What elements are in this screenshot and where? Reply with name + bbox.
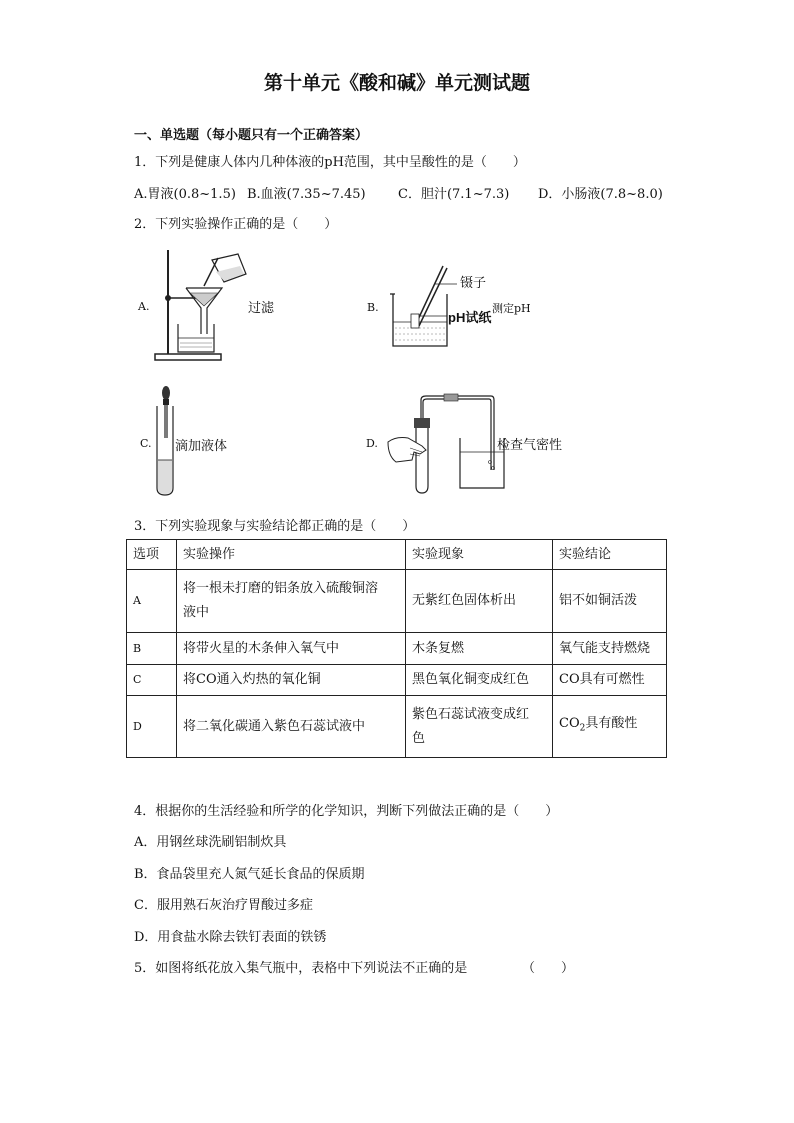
row-conclusion: 氧气能支持燃烧 <box>553 633 667 665</box>
co2-subscript: 2 <box>579 723 586 734</box>
ph-test-figure <box>385 262 455 352</box>
figure-b-caption: 测定pH <box>492 302 531 315</box>
row-phenomenon: 木条复燃 <box>406 633 553 665</box>
row-option: B <box>127 633 177 665</box>
airtightness-check-figure <box>386 390 506 496</box>
table-row <box>127 633 667 665</box>
row-operation: 将二氧化碳通入紫色石蕊试液中 <box>177 696 406 758</box>
question-1-option-c: C．胆汁(7.1~7.3) <box>398 187 510 202</box>
row-option: C <box>127 665 177 696</box>
question-3-table <box>126 539 667 758</box>
question-5-stem: 5．如图将纸花放入集气瓶中，表格中下列说法不正确的是 <box>134 961 468 976</box>
row-option: D <box>127 696 177 758</box>
row-conclusion: CO具有可燃性 <box>553 665 667 696</box>
question-5-answer-paren: （ ） <box>522 961 575 976</box>
row-phenomenon-line-2: 色 <box>412 730 426 746</box>
row-phenomenon-line-1: 紫色石蕊试液变成红 <box>412 706 530 722</box>
section-heading: 一、单选题（每小题只有一个正确答案） <box>134 128 369 143</box>
question-4-option-d: D．用食盐水除去铁钉表面的铁锈 <box>134 930 327 945</box>
question-4-stem: 4．根据你的生活经验和所学的化学知识，判断下列做法正确的是（ ） <box>134 804 559 819</box>
row-operation: 将CO通入灼热的氧化铜 <box>177 665 406 696</box>
question-4-option-c: C．服用熟石灰治疗胃酸过多症 <box>134 898 313 913</box>
figure-a-label: A. <box>138 300 150 313</box>
header-option: 选项 <box>127 540 177 570</box>
conclusion-text: 具有酸性 <box>585 716 638 732</box>
question-1-option-d: D．小肠液(7.8~8.0) <box>538 187 663 202</box>
row-operation-line-1: 将一根未打磨的铝条放入硫酸铜溶 <box>183 581 379 596</box>
row-operation: 将带火星的木条伸入氧气中 <box>177 633 406 665</box>
header-phenomenon: 实验现象 <box>406 540 553 570</box>
filtration-apparatus-figure <box>150 246 260 364</box>
co2-formula: CO <box>559 716 580 732</box>
figure-d-label: D. <box>366 437 378 450</box>
header-conclusion: 实验结论 <box>553 540 667 570</box>
row-operation <box>177 570 406 633</box>
question-2-stem: 2．下列实验操作正确的是（ ） <box>134 217 338 232</box>
row-conclusion: 铝不如铜活泼 <box>553 570 667 633</box>
row-phenomenon: 无紫红色固体析出 <box>406 570 553 633</box>
tweezers-label: 镊子 <box>460 276 487 291</box>
question-1-option-b: B.血液(7.35~7.45) <box>247 187 366 202</box>
row-option: A <box>127 570 177 633</box>
table-header-row <box>127 540 667 570</box>
ph-paper-label: pH试纸 <box>448 310 492 325</box>
table-row <box>127 570 667 633</box>
question-4-option-b: B．食品袋里充人氮气延长食品的保质期 <box>134 867 365 882</box>
row-phenomenon <box>406 696 553 758</box>
page-title: 第十单元《酸和碱》单元测试题 <box>263 72 530 94</box>
row-operation-line-2: 液中 <box>183 605 210 620</box>
table-row <box>127 665 667 696</box>
figure-c-label: C. <box>140 437 152 450</box>
figure-b-label: B. <box>367 301 379 314</box>
table-row <box>127 696 667 758</box>
row-phenomenon: 黑色氧化铜变成红色 <box>406 665 553 696</box>
question-3-stem: 3．下列实验现象与实验结论都正确的是（ ） <box>134 519 416 534</box>
figure-d-caption: 检查气密性 <box>497 438 563 453</box>
question-4-option-a: A．用钢丝球洗刷铝制炊具 <box>134 835 287 850</box>
header-operation: 实验操作 <box>177 540 406 570</box>
row-conclusion <box>553 696 667 758</box>
figure-c-caption: 滴加液体 <box>175 439 228 454</box>
figure-a-caption: 过滤 <box>248 301 275 316</box>
question-1-option-a: A.胃液(0.8~1.5) <box>134 187 236 202</box>
question-1-stem: 1．下列是健康人体内几种体液的pH范围，其中呈酸性的是（ ） <box>134 155 526 170</box>
